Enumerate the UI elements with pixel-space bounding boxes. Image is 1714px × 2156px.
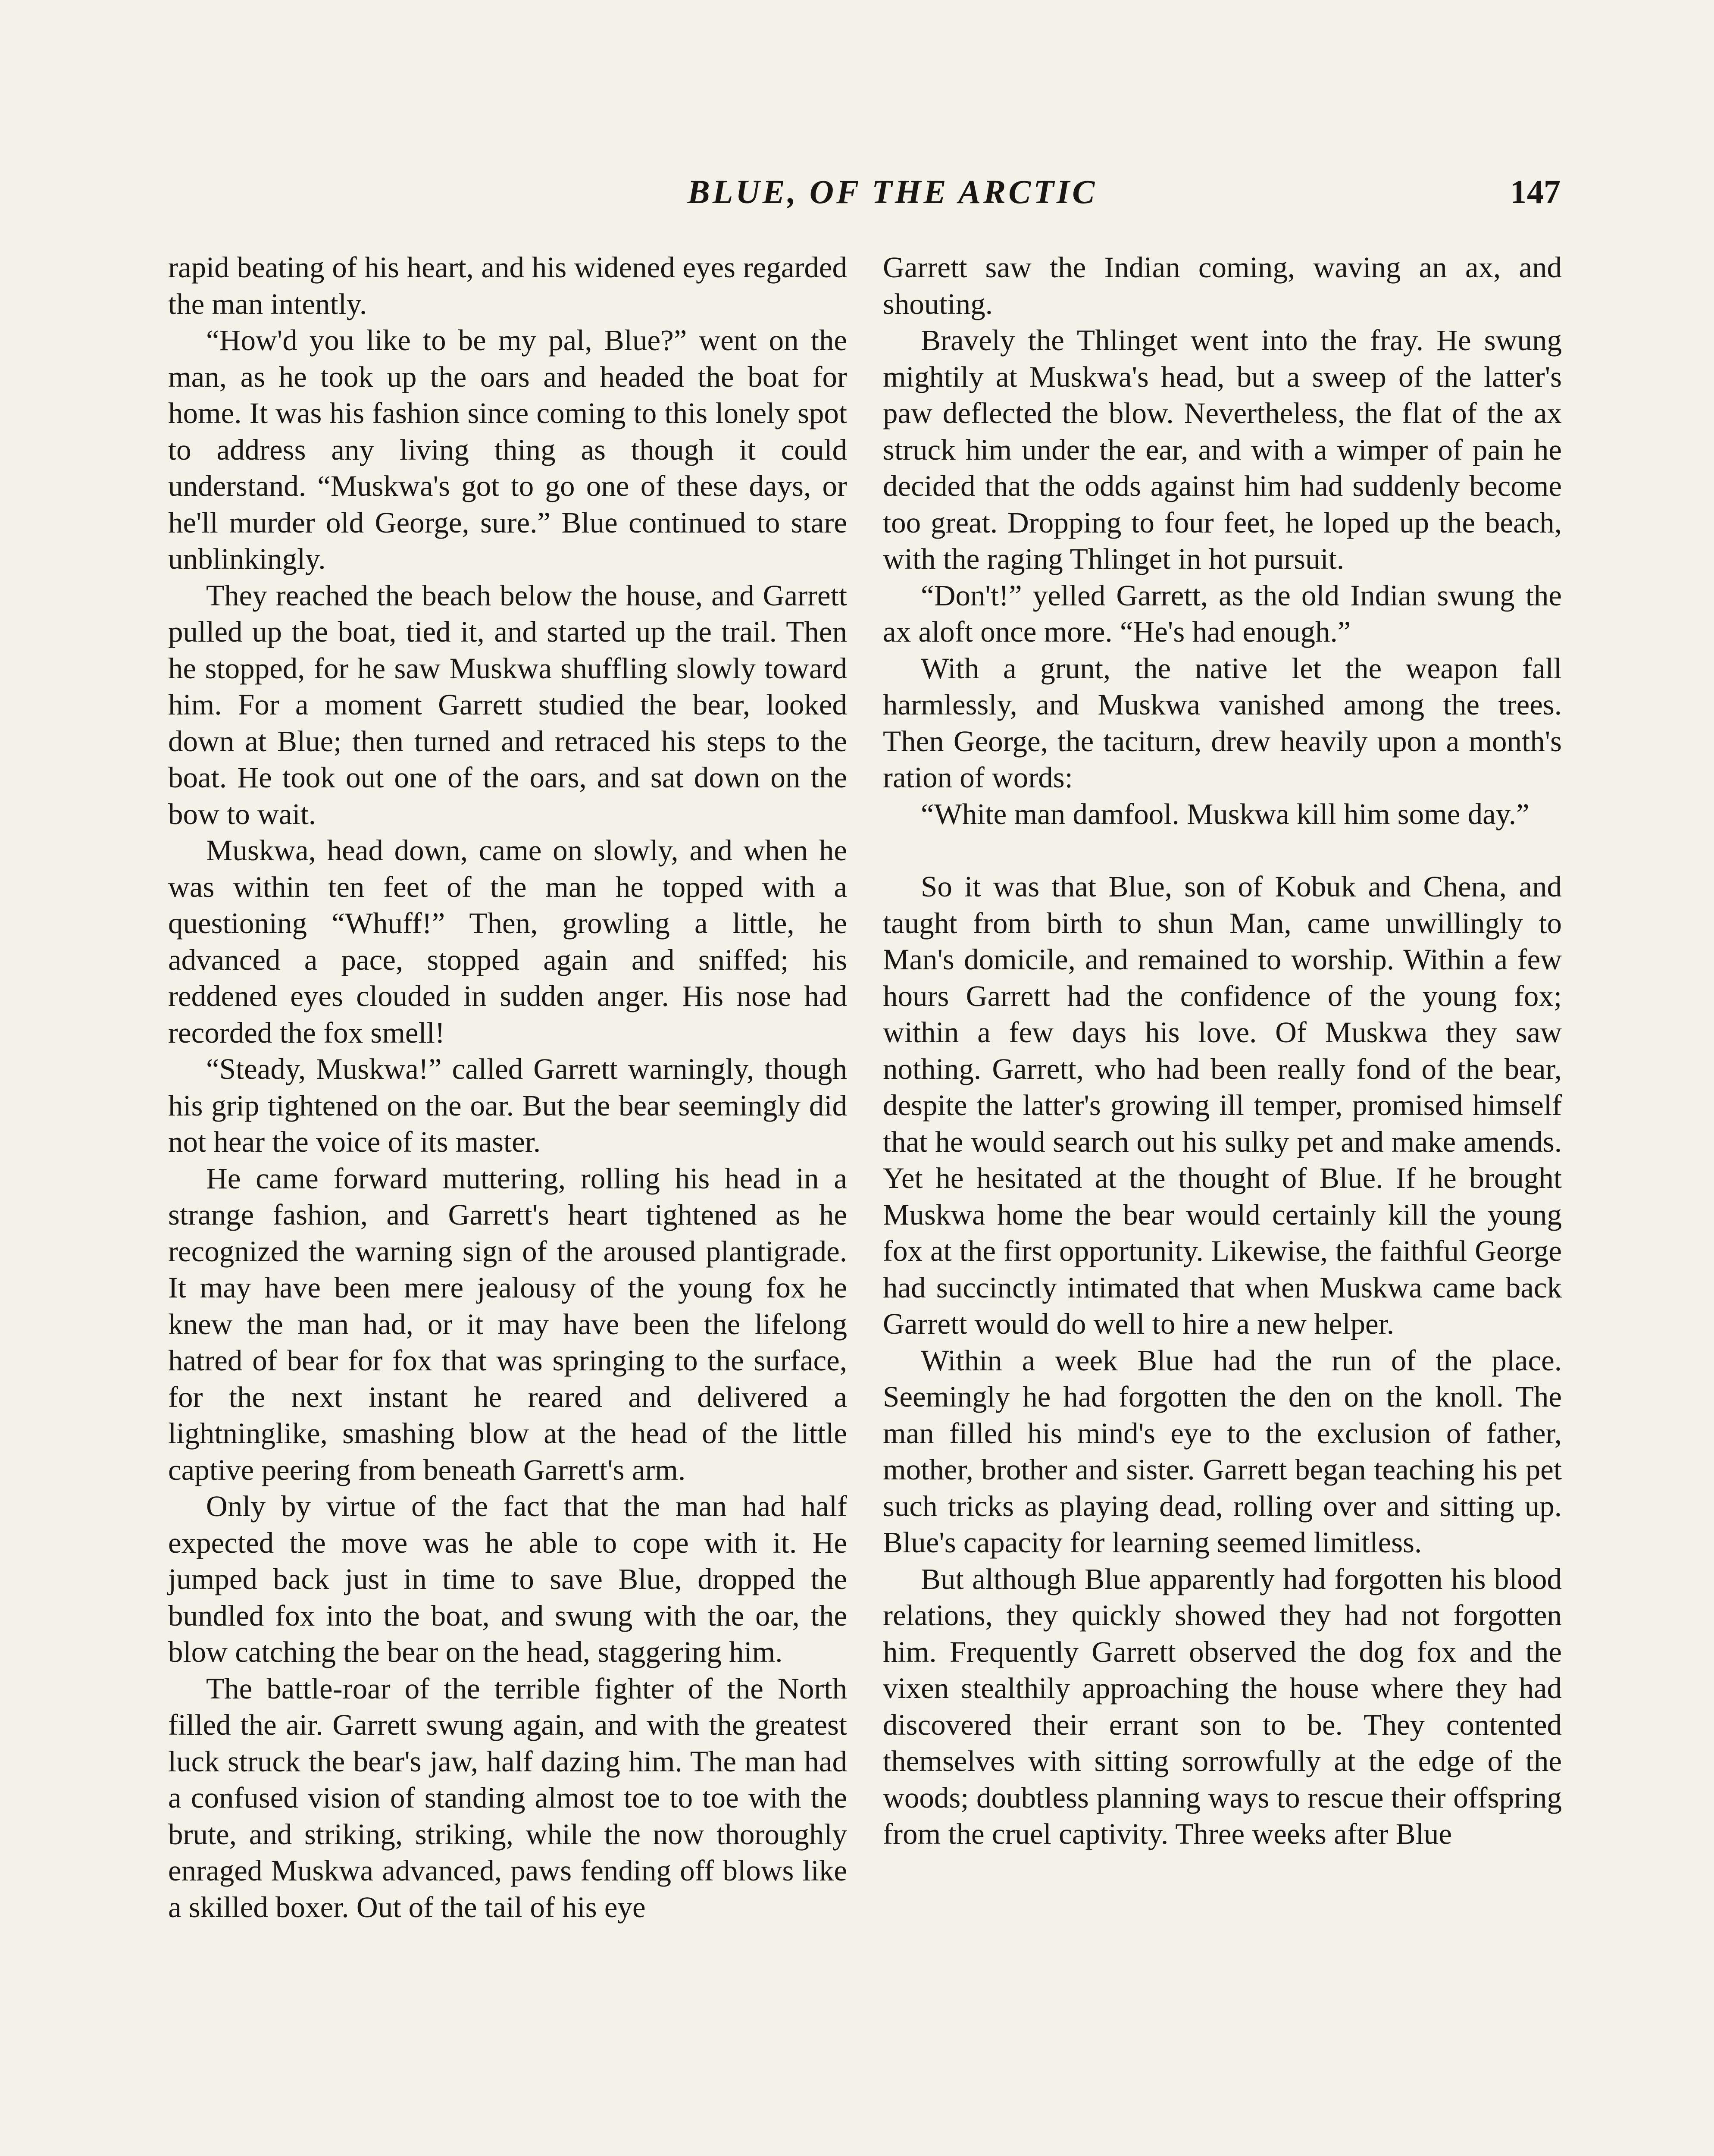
paragraph: rapid beating of his heart, and his widened eyes regarded the man intently. (168, 251, 847, 320)
paragraph: They reached the beach below the house, and Garrett pulled up the boat, tied it, and started up the trail. Then he stopped, for he saw Muskwa shuffling slowly toward him. For a moment Garrett studied the bear, looked down at Blue; then turned and retraced his steps to the boat. He took out one of the oars, and sat down on the bow to wait. (168, 579, 847, 830)
running-title: BLUE, OF THE ARCTIC (687, 173, 1098, 210)
paragraph: “Steady, Muskwa!” called Garrett warningly, though his grip tightened on the oar. But the bear seemingly did not hear the voice of its master. (168, 1053, 847, 1158)
page-number: 147 (1510, 173, 1561, 210)
paragraph: Muskwa, head down, came on slowly, and when he was within ten feet of the man he topped with a questioning “Whuff!” Then, growling a little, he advanced a pace, stopped again and sniffed; his reddened eyes clouded in sudden anger. His nose had recorded the fox smell! (168, 834, 847, 1049)
running-head (168, 172, 1561, 220)
paragraph: Within a week Blue had the run of the place. Seemingly he had forgotten the den on the knoll. The man filled his mind's eye to the exclusion of father, mother, brother and sister. Garrett began teaching his pet such tricks as playing dead, rolling over and sitting up. Blue's capacity for learning seemed limitless. (883, 1344, 1562, 1559)
paragraph: He came forward muttering, rolling his head in a strange fashion, and Garrett's heart tightened as he recognized the warning sign of the aroused plantigrade. It may have been mere jealousy of the young fox he knew the man had, or it may have been the lifelong hatred of bear for fox that was springing to the surface, for the next instant he reared and delivered a lightninglike, smashing blow at the head of the little captive peering from beneath Garrett's arm. (168, 1162, 847, 1486)
paragraph: But although Blue apparently had forgotten his blood relations, they quickly showed they had not forgotten him. Frequently Garrett observed the dog fox and the vixen stealthily approaching the house where they had discovered their errant son to be. They contented themselves with sitting sorrowfully at the edge of the woods; doubtless planning ways to rescue their offspring from the cruel captivity. Three weeks after Blue (883, 1562, 1562, 1850)
paragraph: Garrett saw the Indian coming, waving an ax, and shouting. (883, 251, 1562, 320)
paragraph: “Don't!” yelled Garrett, as the old Indian swung the ax aloft once more. “He's had enough.” (883, 579, 1562, 648)
paragraph: The battle-roar of the terrible fighter of the North filled the air. Garrett swung again, and with the greatest luck struck the bear's jaw, half dazing him. The man had a confused vision of standing almost toe to toe with the brute, and striking, striking, while the now thoroughly enraged Muskwa advanced, paws fending off blows like a skilled boxer. Out of the tail of his eye (168, 1672, 847, 1924)
paragraph: So it was that Blue, son of Kobuk and Chena, and taught from birth to shun Man, came unwillingly to Man's domicile, and remained to worship. Within a few hours Garrett had the confidence of the young fox; within a few days his love. Of Muskwa they saw nothing. Garrett, who had been really fond of the bear, despite the latter's growing ill temper, promised himself that he would search out his sulky pet and make amends. Yet he hesitated at the thought of Blue. If he brought Muskwa home the bear would certainly kill the young fox at the first opportunity. Likewise, the faithful George had succinctly intimated that when Muskwa came back Garrett would do well to hire a new helper. (883, 870, 1562, 1340)
left-column (168, 249, 847, 1925)
paragraph: Only by virtue of the fact that the man had half expected the move was he able to cope with it. He jumped back just in time to save Blue, dropped the bundled fox into the boat, and swung with the oar, the blow catching the bear on the head, staggering him. (168, 1490, 847, 1668)
paragraph: “White man damfool. Muskwa kill him some day.” (921, 797, 1529, 830)
paragraph: Bravely the Thlinget went into the fray. He swung mightily at Muskwa's head, but a sweep of the latter's paw deflected the blow. Nevertheless, the flat of the ax struck him under the ear, and with a wimper of pain he decided that the odds against him had suddenly become too great. Dropping to four feet, he loped up the beach, with the raging Thlinget in hot pursuit. (883, 324, 1562, 575)
paragraph: With a grunt, the native let the weapon fall harmlessly, and Muskwa vanished among the trees. Then George, the taciturn, drew heavily upon a month's ration of words: (883, 652, 1562, 794)
right-column (883, 249, 1562, 1852)
paragraph: “How'd you like to be my pal, Blue?” went on the man, as he took up the oars and headed the boat for home. It was his fashion since coming to this lonely spot to address any living thing as though it could understand. “Muskwa's got to go one of these days, or he'll murder old George, sure.” Blue continued to stare unblinkingly. (168, 324, 847, 575)
